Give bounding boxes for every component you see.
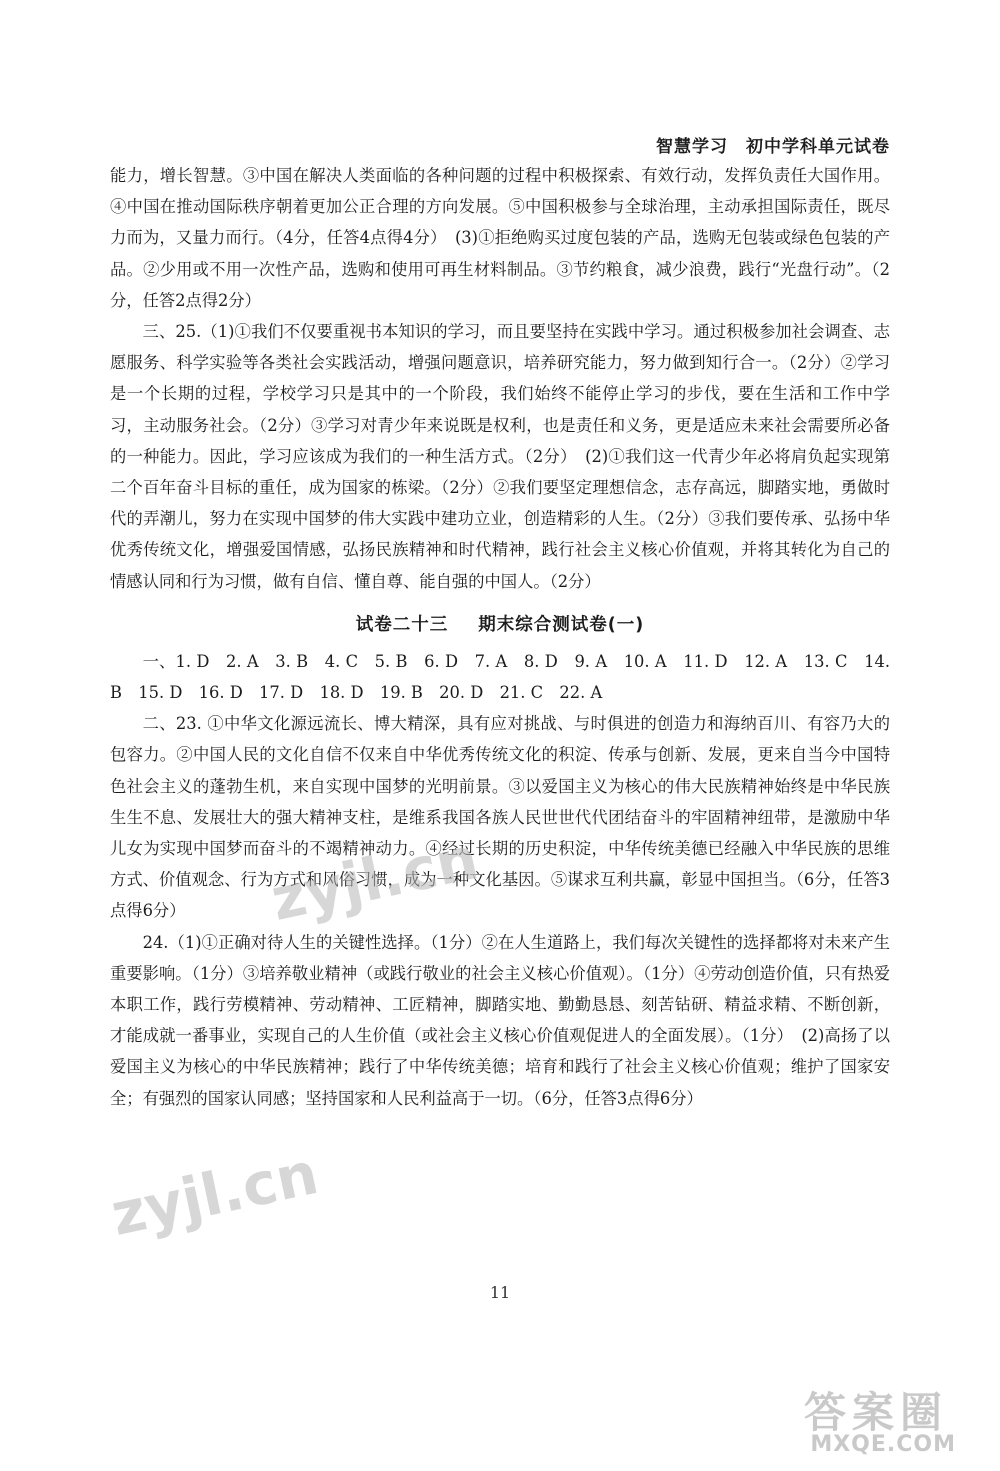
page-content bbox=[110, 160, 890, 1114]
running-header: 智慧学习 初中学科单元试卷 bbox=[656, 137, 890, 157]
section-title-number: 试卷二十三 bbox=[355, 614, 449, 635]
answer-paragraph-continued: 能力，增长智慧。③中国在解决人类面临的各种问题的过程中积极探索、有效行动，发挥负责任大国作用。④中国在推动国际秩序朝着更加公正合理的方向发展。⑤中国积极参与全球治理，主动承担国际责任，既尽力而为，又量力而行。（4分，任答4点得4分） (3)①拒绝购买过度包装的产品，选购无包装或绿色包装的产品。②少用或不用一次性产品，选购和使用可再生材料制品。③节约粮食，减少浪费，践行“光盘行动”。（2分，任答2点得2分） bbox=[110, 166, 890, 310]
section-title bbox=[110, 611, 890, 636]
page-number: 11 bbox=[489, 1283, 511, 1302]
answer-paragraph-q23: 二、23. ①中华文化源远流长、博大精深，具有应对挑战、与时俱进的创造力和海纳百川、有容乃大的包容力。②中国人民的文化自信不仅来自中华优秀传统文化的积淀、传承与创新、发展，更来自当今中国特色社会主义的蓬勃生机，来自实现中国梦的光明前景。③以爱国主义为核心的伟大民族精神始终是中华民族生生不息、发展壮大的强大精神支柱，是维系我国各族人民世世代代团结奋斗的牢固精神纽带，是激励中华儿女为实现中国梦而奋斗的不竭精神动力。④经过长期的历史积淀，中华传统美德已经融入中华民族的思维方式、价值观念、行为方式和风俗习惯，成为一种文化基因。⑤谋求互利共赢，彰显中国担当。（6分，任答3点得6分） bbox=[110, 714, 890, 921]
site-logo bbox=[748, 1380, 978, 1460]
answer-paragraph-choices: 一、1. D 2. A 3. B 4. C 5. B 6. D 7. A 8. D 9. A 10. A 11. D 12. A 13. C 14. B 15. D 16. D 17. D 18. D 19. B 20. D 21. C 22. A bbox=[110, 651, 890, 703]
logo-url: MXQE.COM bbox=[810, 1432, 956, 1457]
logo-title: 答案圈 bbox=[803, 1388, 948, 1437]
answer-paragraph-q25: 三、25.（1)①我们不仅要重视书本知识的学习，而且要坚持在实践中学习。通过积极参加社会调查、志愿服务、科学实验等各类社会实践活动，增强问题意识，培养研究能力，努力做到知行合一。（2分）②学习是一个长期的过程，学校学习只是其中的一个阶段，我们始终不能停止学习的步伐，要在生活和工作中学习，主动服务社会。（2分）③学习对青少年来说既是权利，也是责任和义务，更是适应未来社会需要所必备的一种能力。因此，学习应该成为我们的一种生活方式。（2分） (2)①我们这一代青少年必将肩负起实现第二个百年奋斗目标的重任，成为国家的栋梁。（2分）②我们要坚定理想信念，志存高远，脚踏实地，勇做时代的弄潮儿，努力在实现中国梦的伟大实践中建功立业，创造精彩的人生。（2分）③我们要传承、弘扬中华优秀传统文化，增强爱国情感，弘扬民族精神和时代精神，践行社会主义核心价值观，并将其转化为自己的情感认同和行为习惯，做有自信、懂自尊、能自强的中国人。（2分） bbox=[110, 322, 890, 591]
watermark-bottom: zyjl.cn bbox=[105, 1139, 324, 1249]
watermark-top: zyjl.cn bbox=[265, 824, 484, 934]
answer-paragraph-q24: 24.（1)①正确对待人生的关键性选择。（1分）②在人生道路上，我们每次关键性的选择都将对未来产生重要影响。（1分）③培养敬业精神（或践行敬业的社会主义核心价值观）。（1分）④劳动创造价值，只有热爱本职工作，践行劳模精神、劳动精神、工匠精神，脚踏实地、勤勤恳恳、刻苦钻研、精益求精、不断创新，才能成就一番事业，实现自己的人生价值（或社会主义核心价值观促进人的全面发展）。（1分） (2)高扬了以爱国主义为核心的中华民族精神；践行了中华传统美德；培育和践行了社会主义核心价值观；维护了国家安全；有强烈的国家认同感；坚持国家和人民利益高于一切。（6分，任答3点得6分） bbox=[110, 932, 890, 1108]
section-title-name: 期末综合测试卷(一) bbox=[478, 614, 645, 635]
